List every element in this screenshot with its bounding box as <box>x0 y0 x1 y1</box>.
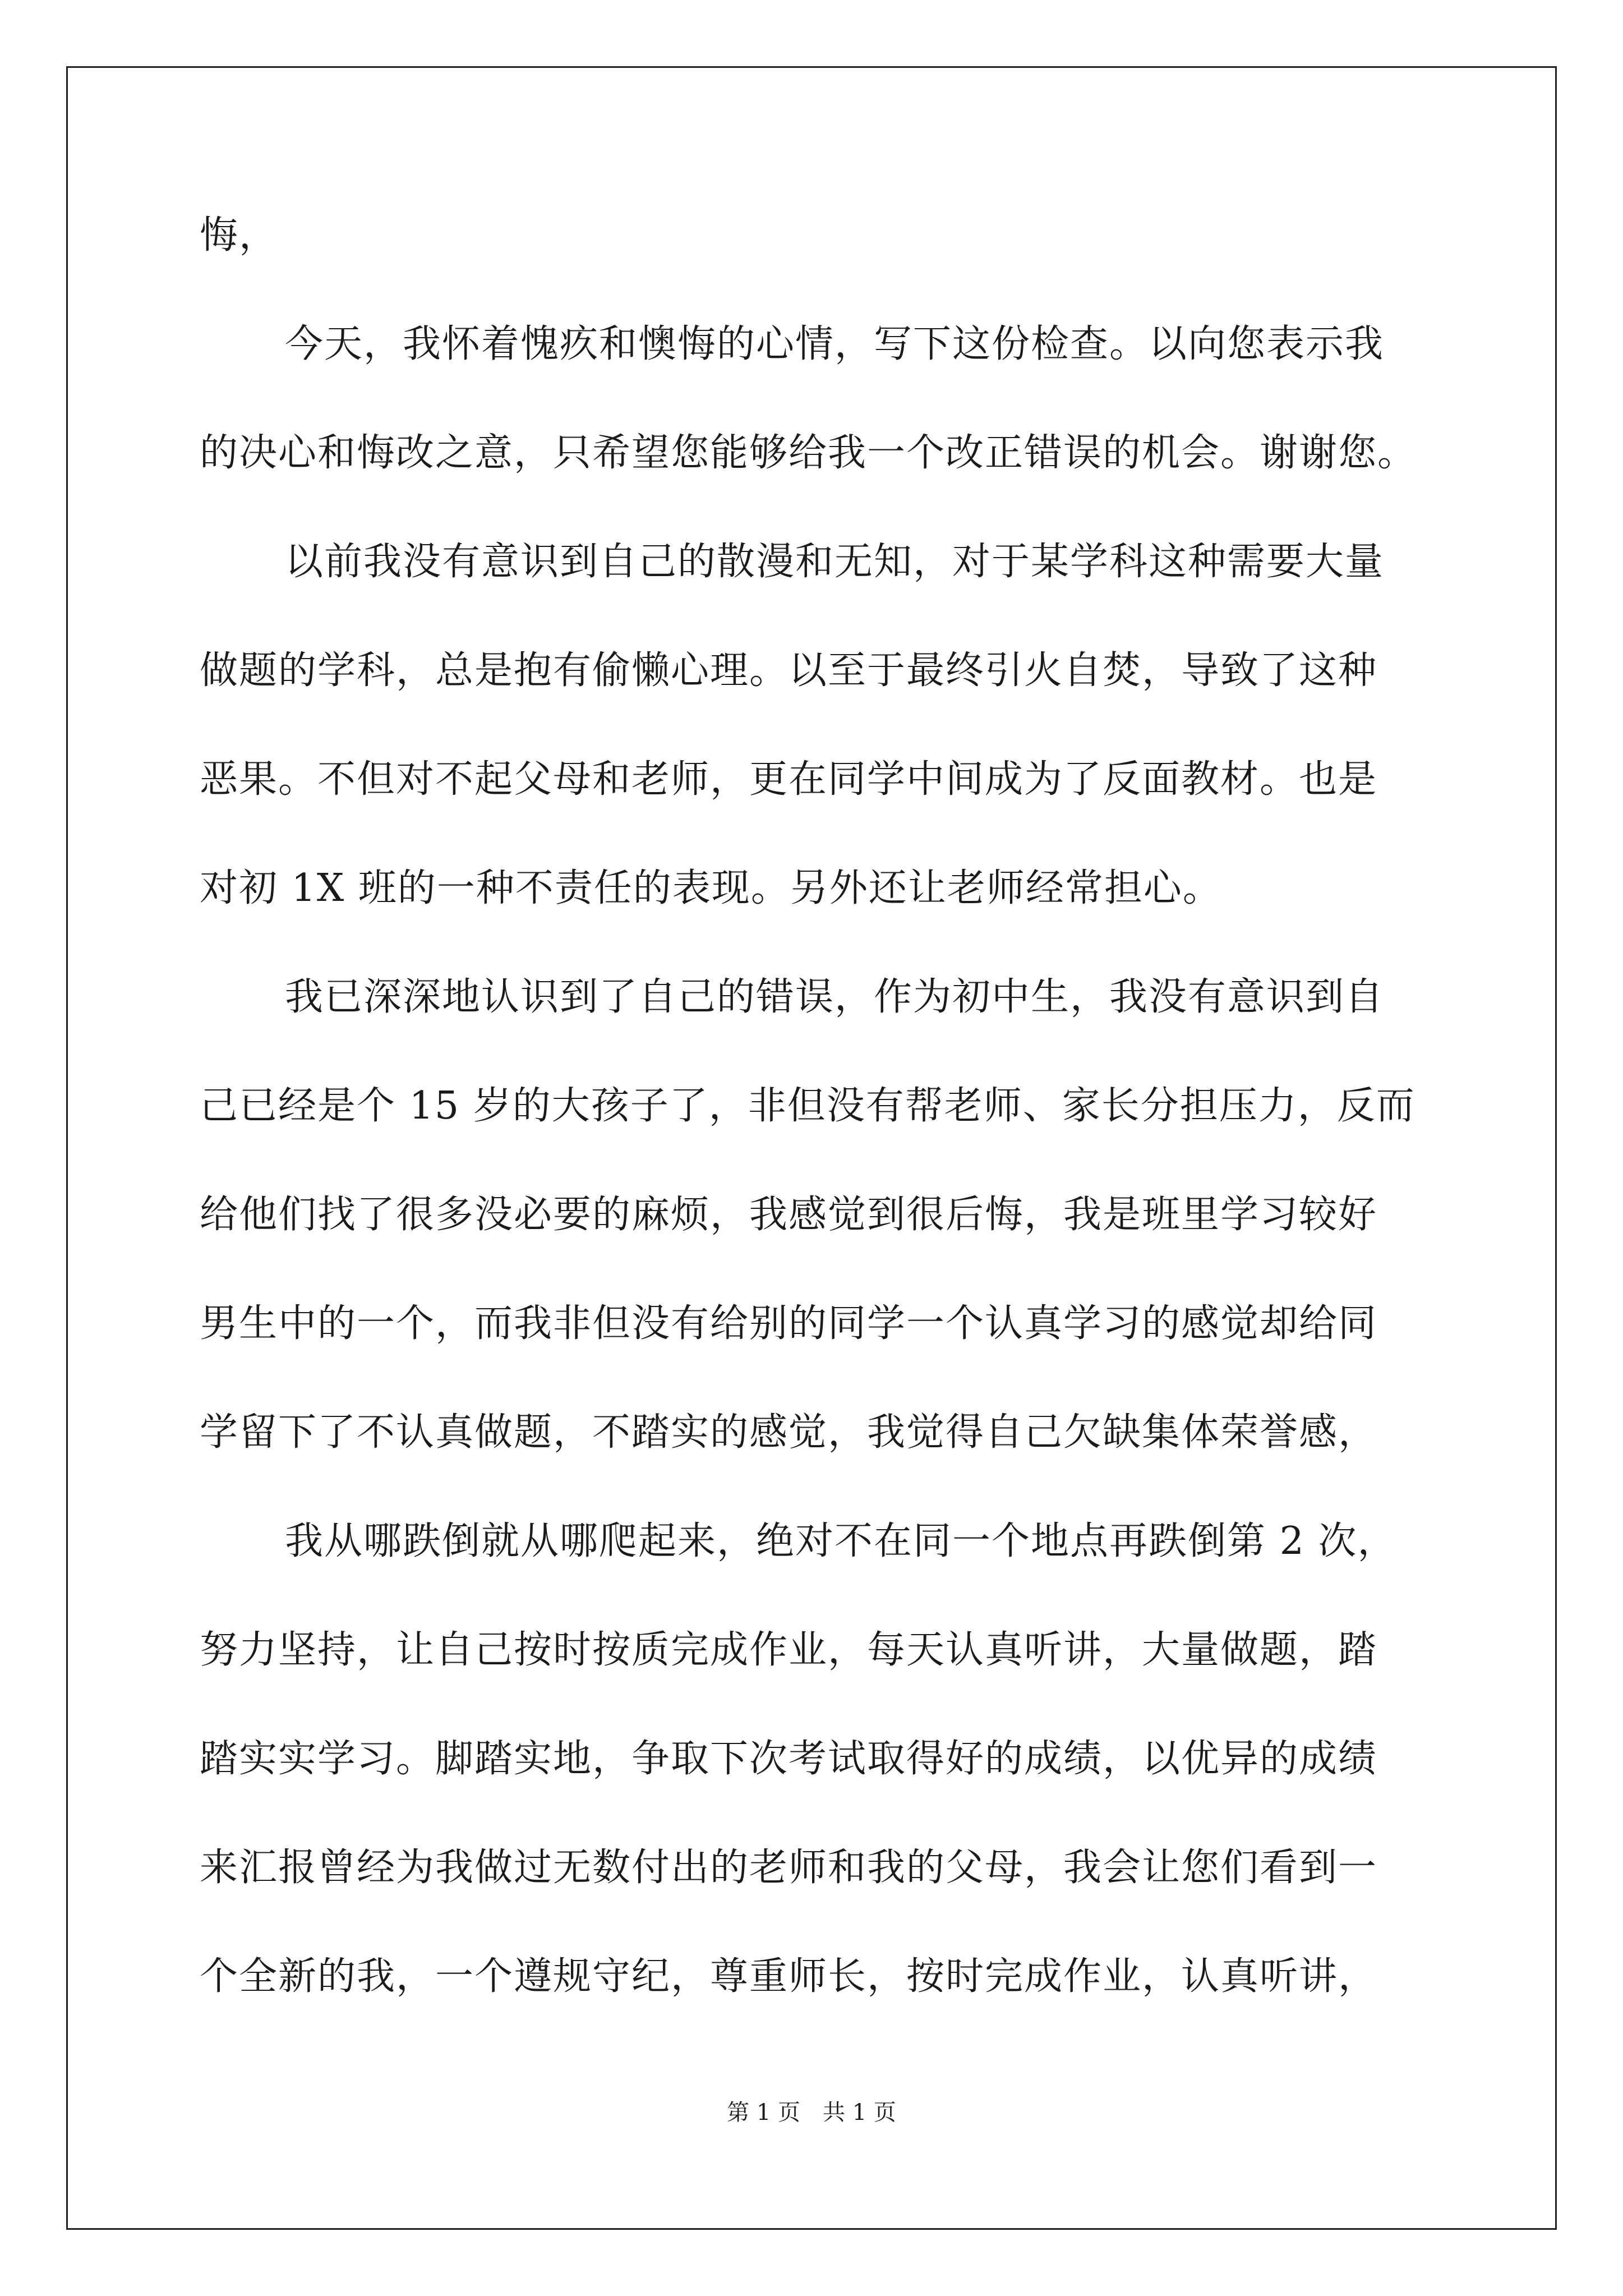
text-line: 做题的学科，总是抱有偷懒心理。以至于最终引火自焚，导致了这种 <box>200 648 1378 693</box>
text-line: 我从哪跌倒就从哪爬起来，绝对不在同一个地点再跌倒第 2 次， <box>285 1519 1397 1563</box>
text-line: 给他们找了很多没必要的麻烦，我感觉到很后悔，我是班里学习较好 <box>200 1193 1378 1237</box>
text-line: 学留下了不认真做题，不踏实的感觉，我觉得自己欠缺集体荣誉感， <box>200 1410 1378 1455</box>
document-body <box>200 208 1433 2058</box>
text-line: 踏实实学习。脚踏实地，争取下次考试取得好的成绩，以优异的成绩 <box>200 1737 1378 1781</box>
text-line: 努力坚持，让自己按时按质完成作业，每天认真听讲，大量做题，踏 <box>200 1628 1378 1672</box>
text-line: 的决心和悔改之意，只希望您能够给我一个改正错误的机会。谢谢您。 <box>200 431 1417 475</box>
text-line: 今天，我怀着愧疚和懊悔的心情，写下这份检查。以向您表示我 <box>285 322 1385 366</box>
text-line: 个全新的我，一个遵规守纪，尊重师长，按时完成作业，认真听讲， <box>200 1954 1378 1999</box>
text-line: 对初 1X 班的一种不责任的表现。另外还让老师经常担心。 <box>200 866 1222 910</box>
text-line: 来汇报曾经为我做过无数付出的老师和我的父母，我会让您们看到一 <box>200 1846 1378 1890</box>
page-number-footer: 第 1 页 共 1 页 <box>727 2100 896 2125</box>
text-line: 男生中的一个，而我非但没有给别的同学一个认真学习的感觉却给同 <box>200 1301 1378 1346</box>
text-line: 悔， <box>200 213 279 257</box>
text-line: 我已深深地认识到了自己的错误，作为初中生，我没有意识到自 <box>285 975 1385 1019</box>
text-line: 己已经是个 15 岁的大孩子了，非但没有帮老师、家长分担压力，反而 <box>200 1084 1415 1128</box>
text-line: 以前我没有意识到自己的散漫和无知，对于某学科这种需要大量 <box>285 540 1385 584</box>
text-line: 恶果。不但对不起父母和老师，更在同学中间成为了反面教材。也是 <box>200 757 1378 802</box>
